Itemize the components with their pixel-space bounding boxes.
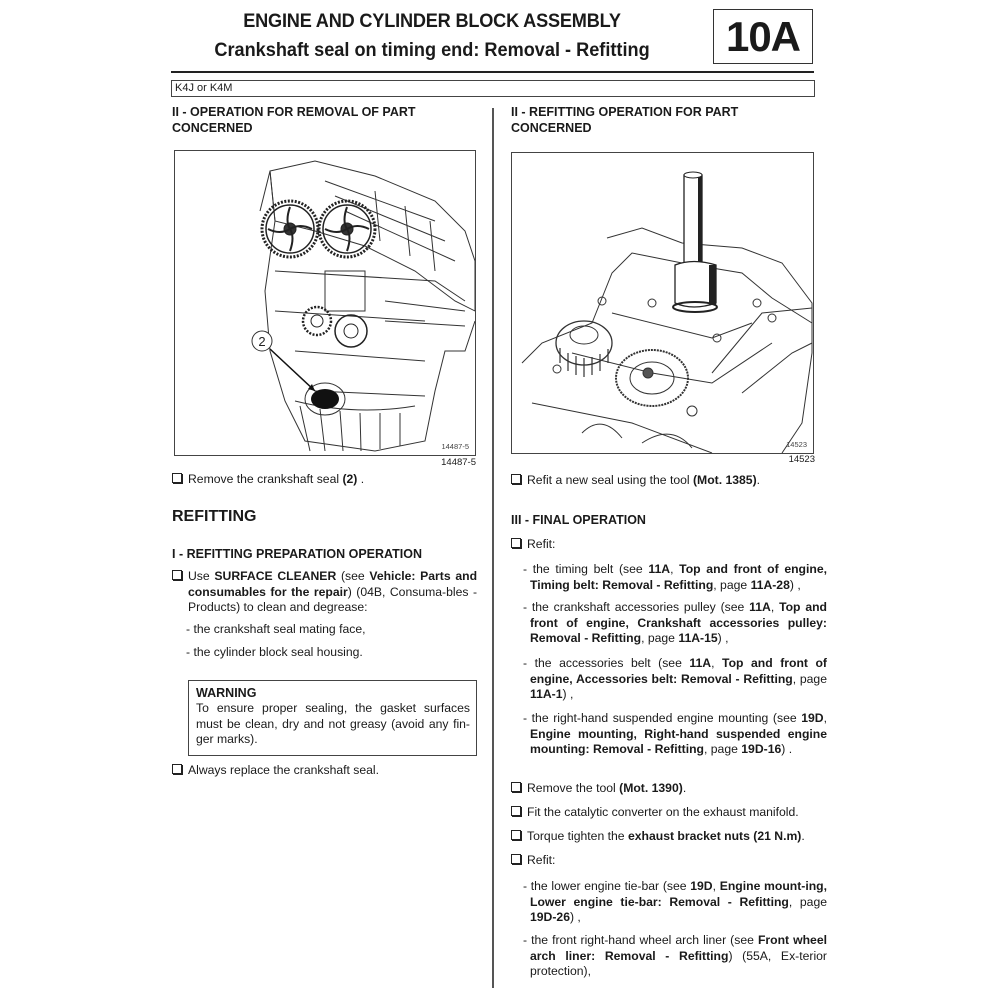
bold-text: (2) [342, 472, 358, 486]
text: (see [336, 569, 370, 583]
text: - the front right-hand wheel arch liner (see [523, 933, 758, 947]
figure-ref-outer: 14523 [788, 454, 815, 465]
callout-number: 2 [258, 334, 266, 349]
text: ) , [717, 631, 729, 645]
bold-text: 11A [648, 562, 671, 576]
step-remove-seal [172, 472, 482, 488]
figure-engine-front [174, 150, 476, 456]
heading-line: II - REFITTING OPERATION FOR PART [511, 105, 739, 119]
dash-item: - the cylinder block seal housing. [186, 645, 363, 659]
text: . [682, 781, 687, 795]
refit-item-timing-belt [518, 562, 827, 593]
bold-text: Top and front of engine, Crankshaft accessories pulley: Removal - Refitting [530, 600, 827, 645]
bold-text: Engine mounting, Right-hand suspended engine mounting: Removal - Refitting [530, 726, 827, 756]
bold-text: 19D-16 [741, 742, 782, 756]
bold-text: Front wheel arch liner: Removal - Refitting [530, 933, 828, 963]
text: ) , [789, 577, 801, 592]
text: , [711, 656, 723, 670]
step-surface-cleaner [172, 569, 477, 616]
refit-item-crankshaft-pulley [518, 600, 827, 647]
bold-text: exhaust bracket nuts (21 N.m) [627, 829, 802, 843]
dash-item: - the crankshaft seal mating face, [186, 622, 366, 636]
bold-text: 11A-1 [530, 687, 563, 701]
refit-section-heading [511, 104, 821, 136]
heading-line: II - OPERATION FOR REMOVAL OF PART [172, 105, 416, 119]
text: Refit: [527, 853, 556, 867]
bold-text: 19D [690, 879, 713, 893]
text: Refit: [527, 537, 556, 551]
engine-illustration [175, 151, 476, 456]
checkbox-bullet-icon [511, 538, 521, 548]
text: ) , [562, 687, 574, 701]
refit-item-lower-tie-bar [518, 879, 827, 926]
text: Use [188, 569, 215, 583]
document-subtitle: Crankshaft seal on timing end: Removal - Refitting [214, 39, 650, 61]
bold-text: 19D-26 [530, 910, 570, 924]
text: , page [788, 894, 827, 909]
text: . [357, 472, 365, 486]
heading-line: CONCERNED [511, 121, 592, 135]
text: , page [704, 742, 742, 756]
checkbox-bullet-icon [172, 570, 182, 580]
checkbox-bullet-icon [511, 830, 521, 840]
warning-box [188, 680, 477, 756]
text: - the accessories belt (see [523, 656, 690, 670]
text: - the lower engine tie-bar (see [523, 879, 691, 893]
checkbox-bullet-icon [172, 764, 182, 774]
text: , page [641, 631, 679, 645]
text: ) . [781, 742, 793, 756]
text: Torque tighten the [527, 829, 628, 843]
refit-item-wheel-arch-liner [518, 933, 827, 980]
bold-text: 11A-28 [750, 577, 790, 592]
document-title: ENGINE AND CYLINDER BLOCK ASSEMBLY [243, 10, 621, 32]
step-replace-seal [172, 763, 482, 779]
refit-item-accessories-belt [518, 656, 827, 703]
column-divider [492, 108, 494, 988]
figure-ref-outer: 14487-5 [441, 457, 476, 468]
chapter-badge: 10A [713, 9, 813, 64]
step-catalytic-converter [511, 805, 821, 821]
text: Remove the tool [527, 781, 620, 795]
checkbox-bullet-icon [511, 806, 521, 816]
text: Remove the crankshaft seal [188, 472, 343, 486]
figure-ref-inner: 14523 [786, 440, 807, 449]
step-refit-seal [511, 473, 821, 489]
seal-tool-illustration [512, 153, 814, 454]
text: . [801, 829, 805, 843]
step-remove-tool [511, 781, 821, 797]
prep-section-heading: I - REFITTING PREPARATION OPERATION [172, 547, 422, 561]
text: - the crankshaft accessories pulley (see [523, 600, 750, 614]
checkbox-bullet-icon [511, 782, 521, 792]
text: ) (55A, Ex-terior protection), [530, 948, 827, 978]
text: . [756, 473, 761, 487]
text: , [670, 562, 680, 576]
text: - the right-hand suspended engine mounting (see [523, 711, 802, 725]
step-torque-tighten [511, 829, 821, 845]
bold-text: (Mot. 1385) [692, 473, 757, 487]
bold-text: Top and front of engine, Accessories belt: Removal - Refitting [530, 656, 827, 686]
bold-text: Top and front of engine, Timing belt: Removal - Refitting [530, 562, 827, 592]
checkbox-bullet-icon [172, 473, 182, 483]
bold-text: 11A [749, 600, 771, 614]
text: , page [713, 577, 751, 592]
text: , [712, 879, 720, 893]
warning-title: WARNING [196, 686, 257, 700]
bold-text: Vehicle: Parts and consumables for the repair [188, 569, 478, 599]
text: ) , [569, 910, 581, 924]
refitting-heading: REFITTING [172, 508, 257, 525]
checkbox-bullet-icon [511, 854, 521, 864]
text: Always replace the crankshaft seal. [188, 763, 380, 777]
step-refit-label-2 [511, 853, 821, 869]
text: Fit the catalytic converter on the exhaust manifold. [527, 805, 799, 819]
refit-item-engine-mounting [518, 711, 827, 758]
text: ) (04B, Consuma-bles - Products) to clean and degrease: [188, 584, 477, 614]
warning-text: To ensure proper sealing, the gasket surfaces must be clean, dry and not greasy (avoid any fin-ger marks). [196, 701, 470, 746]
bold-text: 11A [689, 656, 712, 670]
bold-text: 19D [801, 711, 824, 725]
figure-seal-tool [511, 152, 814, 454]
text: Refit a new seal using the tool [527, 473, 693, 487]
text: , [823, 711, 827, 725]
bold-text: 11A-15 [678, 631, 718, 645]
figure-ref-inner: 14487-5 [441, 442, 469, 451]
bold-text: (Mot. 1390) [619, 781, 683, 795]
text: , [770, 600, 780, 614]
text: , page [792, 671, 827, 686]
removal-section-heading [172, 104, 482, 136]
engine-applicability: K4J or K4M [171, 80, 815, 97]
bold-text: SURFACE CLEANER [214, 569, 337, 583]
bold-text: Engine mount-ing, Lower engine tie-bar: Removal - Refitting [530, 879, 828, 909]
checkbox-bullet-icon [511, 474, 521, 484]
header-rule [171, 71, 814, 73]
step-refit-label [511, 537, 821, 553]
heading-line: CONCERNED [172, 121, 253, 135]
text: - the timing belt (see [523, 562, 649, 576]
final-section-heading: III - FINAL OPERATION [511, 513, 646, 527]
